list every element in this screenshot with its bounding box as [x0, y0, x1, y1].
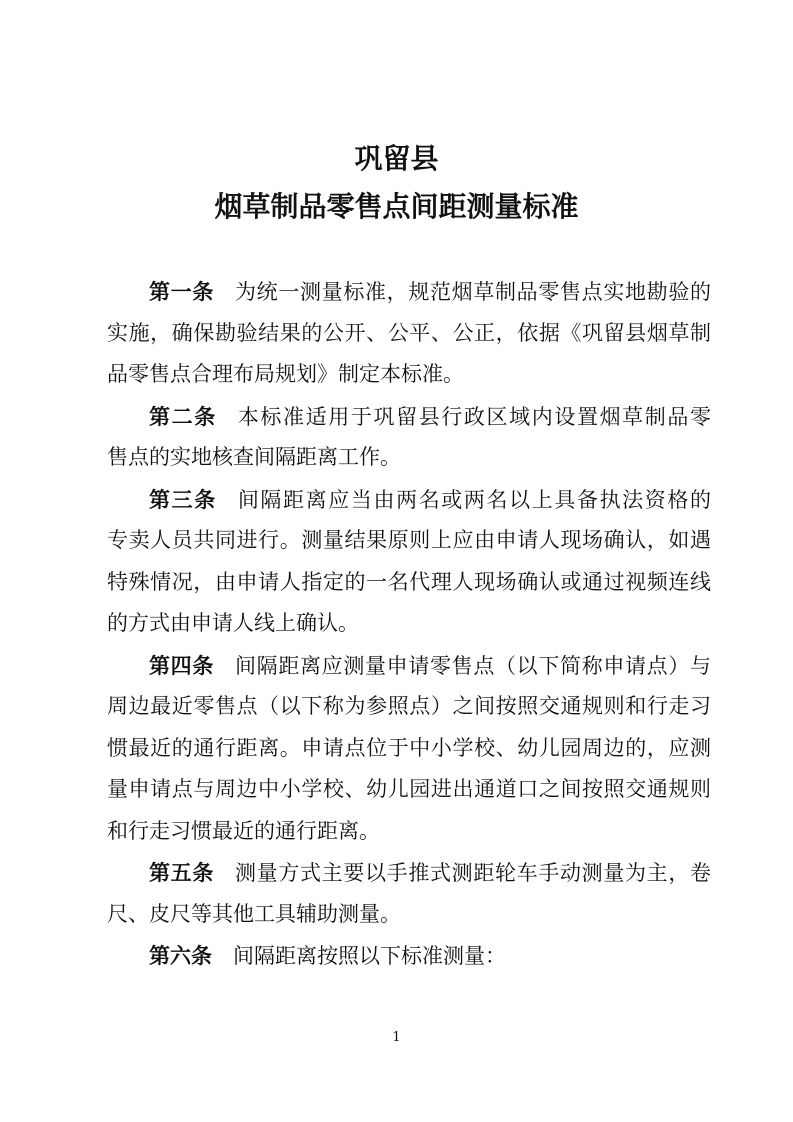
article-label: 第三条	[149, 486, 217, 512]
article-text: 周边最近零售点（以下称为参照点）之间按照交通规则和行走习	[107, 694, 711, 718]
article-text: 间隔距离按照以下标准测量：	[233, 944, 506, 968]
article-text: 惯最近的通行距离。申请点位于中小学校、幼儿园周边的，应测	[107, 735, 711, 760]
article-text: 测量方式主要以手推式测距轮车手动测量为主，卷	[235, 861, 711, 885]
article-text: 和行走习惯最近的通行距离。	[107, 818, 380, 843]
article-paragraph	[107, 271, 711, 396]
text-line	[107, 811, 711, 853]
document-title: 烟草制品零售点间距测量标准	[214, 190, 579, 223]
text-line	[107, 562, 711, 604]
text-line	[107, 728, 711, 770]
article-label: 第一条	[149, 279, 214, 304]
article-text: 间隔距离应当由两名或两名以上具备执法资格的	[237, 487, 712, 512]
text-line	[107, 935, 711, 977]
article-label: 第六条	[149, 943, 212, 968]
page-number: 1	[392, 1030, 401, 1045]
text-line	[107, 437, 711, 479]
article-text: 尺、皮尺等其他工具辅助测量。	[107, 901, 401, 926]
document-body	[107, 271, 711, 977]
text-line	[107, 520, 711, 562]
article-paragraph	[107, 852, 711, 935]
article-text: 本标准适用于巩留县行政区域内设置烟草制品零	[237, 404, 712, 429]
text-line	[107, 686, 711, 728]
article-label: 第四条	[149, 652, 214, 678]
text-line	[107, 313, 711, 355]
text-line	[107, 354, 711, 396]
text-line	[107, 645, 711, 687]
article-text: 的方式由申请人线上确认。	[107, 611, 359, 635]
article-text: 售点的实地核查间隔距离工作。	[107, 445, 401, 469]
article-text: 特殊情况，由申请人指定的一名代理人现场确认或通过视频连线	[107, 569, 711, 594]
article-text: 为统一测量标准，规范烟草制品零售点实地勘验的	[235, 280, 711, 304]
article-paragraph	[107, 935, 711, 977]
text-line	[107, 396, 711, 438]
article-paragraph	[107, 479, 711, 645]
article-text: 专卖人员共同进行。测量结果原则上应由申请人现场确认，如遇	[107, 528, 711, 552]
text-line	[107, 852, 711, 894]
article-label: 第二条	[149, 403, 217, 429]
text-line	[107, 603, 711, 645]
text-line	[107, 271, 711, 313]
text-line	[107, 479, 711, 521]
text-line	[107, 769, 711, 811]
article-label: 第五条	[149, 860, 214, 885]
text-line	[107, 894, 711, 936]
article-text: 品零售点合理布局规划》制定本标准。	[107, 362, 464, 386]
article-paragraph	[107, 396, 711, 479]
document-title-county: 巩留县	[354, 142, 439, 175]
article-text: 量申请点与周边中小学校、幼儿园进出通道口之间按照交通规则	[107, 777, 711, 801]
article-paragraph	[107, 645, 711, 853]
article-text: 实施，确保勘验结果的公开、公平、公正，依据《巩留县烟草制	[107, 320, 711, 345]
article-text: 间隔距离应测量申请零售点（以下简称申请点）与	[235, 653, 711, 678]
